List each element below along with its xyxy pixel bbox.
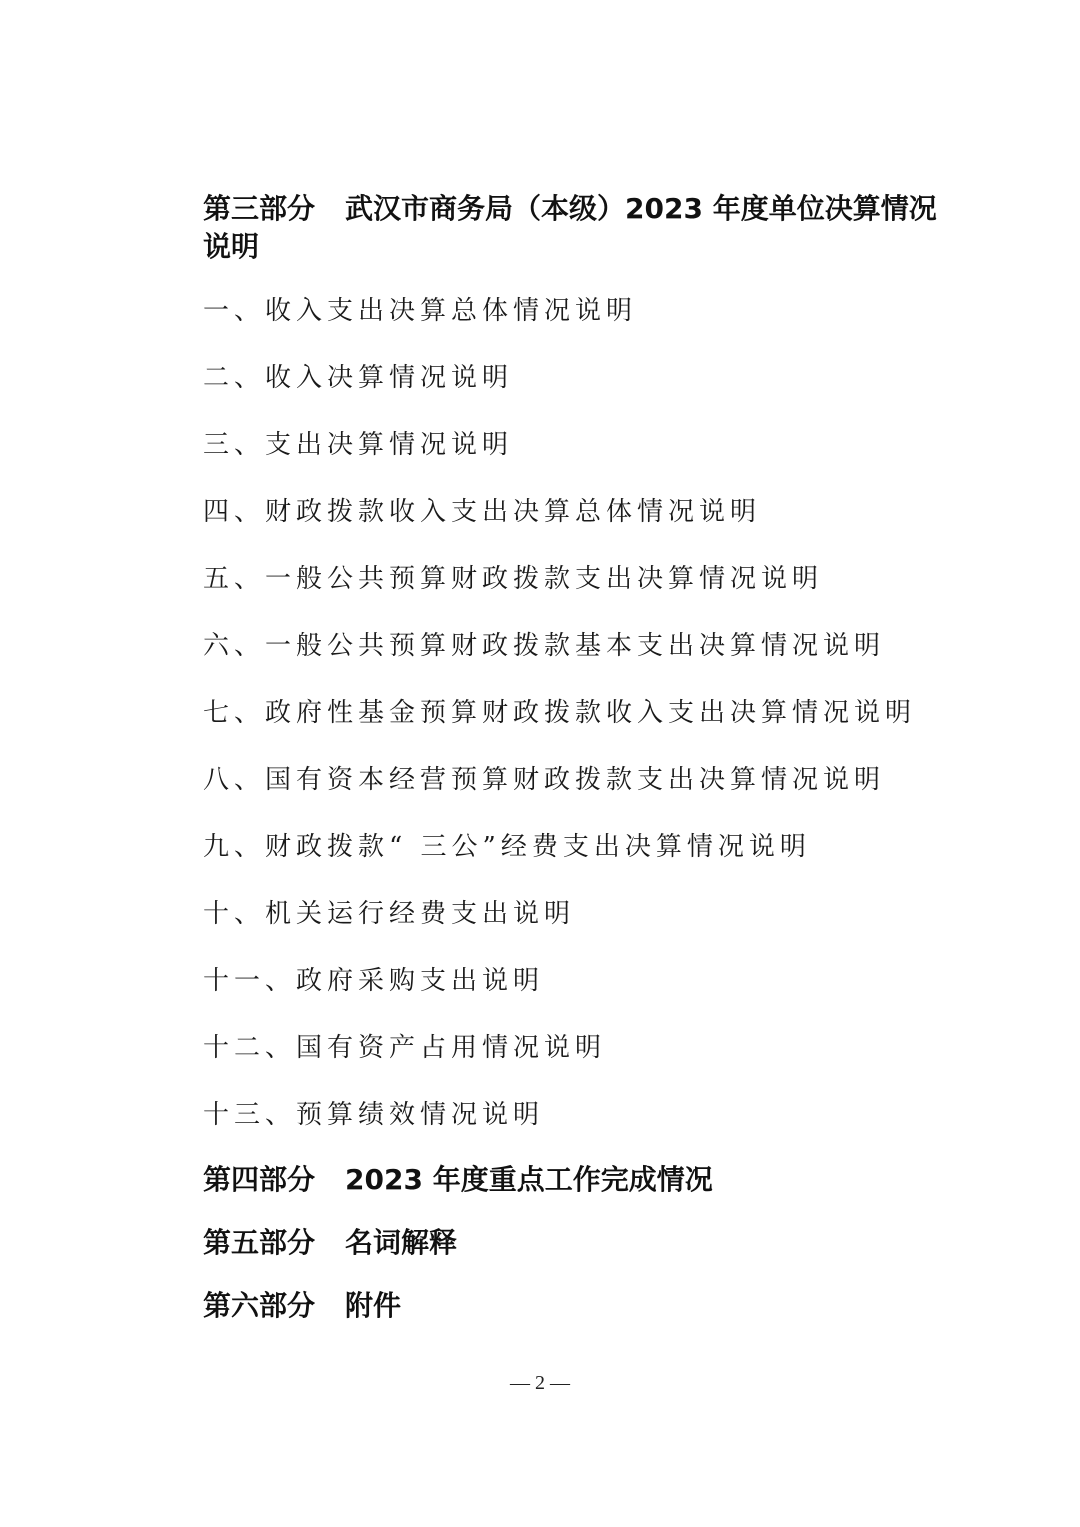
toc-item-5: 五、一般公共预算财政拨款支出决算情况说明 [203,564,824,594]
part6-heading [203,1287,963,1325]
toc-item-1: 一、收入支出决算总体情况说明 [203,296,638,326]
page-number: — 2 — [510,1372,570,1394]
toc-item-7: 七、政府性基金预算财政拨款收入支出决算情况说明 [203,698,917,728]
toc-item-11: 十一、政府采购支出说明 [203,966,545,996]
toc-item-8: 八、国有资本经营预算财政拨款支出决算情况说明 [203,765,886,795]
part5-title: 名词解释 [345,1226,458,1259]
toc-item-9: 九、财政拨款“ 三公”经费支出决算情况说明 [203,832,811,862]
toc-item-4: 四、财政拨款收入支出决算总体情况说明 [203,497,762,527]
toc-item-6: 六、一般公共预算财政拨款基本支出决算情况说明 [203,631,886,661]
part5-heading [203,1224,963,1262]
part5-label: 第五部分 [203,1226,316,1259]
toc-item-12: 十二、国有资产占用情况说明 [203,1033,607,1063]
part3-title: 武汉市商务局（本级）2023 年度单位决算情况说明 [203,192,937,263]
part4-label: 第四部分 [203,1163,316,1196]
part3-heading [203,190,943,266]
part3-label: 第三部分 [203,192,316,225]
toc-item-2: 二、收入决算情况说明 [203,363,514,393]
toc-item-3: 三、支出决算情况说明 [203,430,514,460]
toc-item-10: 十、机关运行经费支出说明 [203,899,576,929]
part6-title: 附件 [345,1289,402,1322]
toc-item-13: 十三、预算绩效情况说明 [203,1100,545,1130]
part4-title: 2023 年度重点工作完成情况 [345,1163,713,1196]
part6-label: 第六部分 [203,1289,316,1322]
part4-heading [203,1161,963,1199]
